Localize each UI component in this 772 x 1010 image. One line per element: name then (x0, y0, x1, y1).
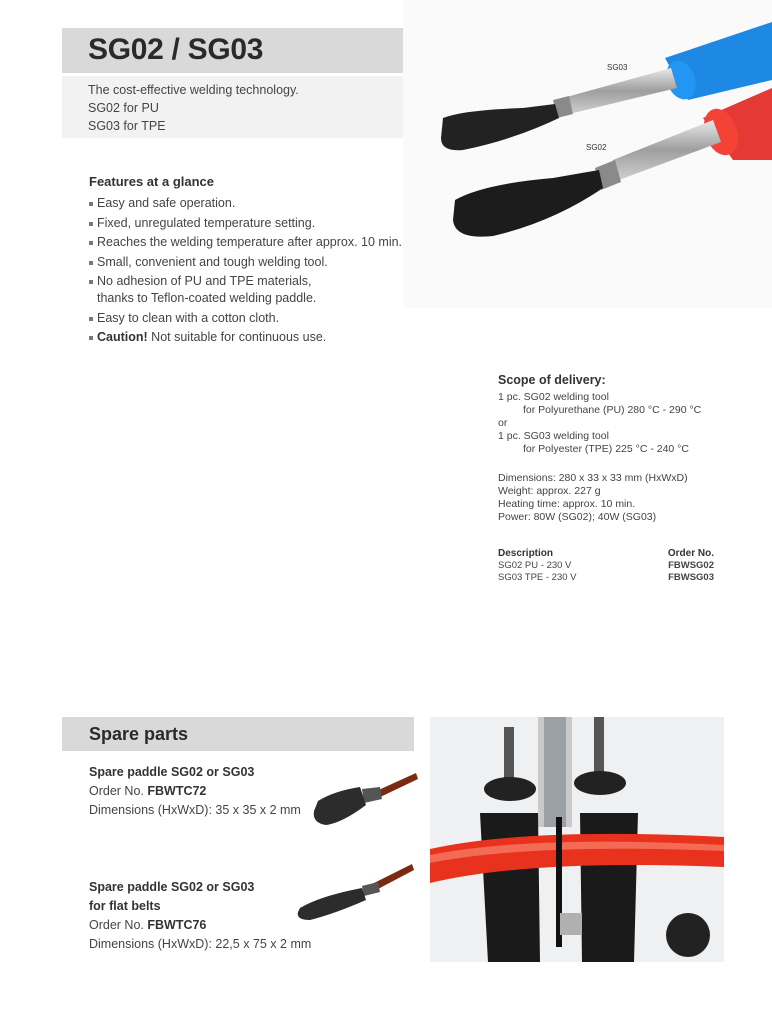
col-order-no: Order No. (667, 548, 714, 559)
subtitle-line: SG02 for PU (88, 101, 159, 115)
bullet-icon (89, 241, 93, 245)
features-section (89, 174, 409, 349)
page-title: SG02 / SG03 (88, 33, 264, 66)
scope-line: for Polyurethane (PU) 280 °C - 290 °C (523, 404, 702, 416)
feature-item: Easy and safe operation. (89, 195, 409, 212)
spare-parts-heading: Spare parts (89, 724, 189, 744)
bullet-icon (89, 317, 93, 321)
order-table (498, 548, 714, 584)
spare-part-2 (89, 878, 311, 954)
subtitle-line: The cost-effective welding technology. (88, 83, 299, 97)
feature-item: No adhesion of PU and TPE materials, thanks to Teflon-coated welding paddle. (89, 273, 409, 307)
welding-tools-photo (403, 0, 772, 308)
part-order: Order No. FBWTC72 (89, 784, 207, 798)
title-bar (62, 28, 414, 73)
spec-heating: Heating time: approx. 10 min. (498, 498, 636, 510)
bullet-icon (89, 202, 93, 206)
sg02-label: SG02 (586, 143, 607, 152)
spec-weight: Weight: approx. 227 g (498, 485, 601, 497)
welding-tools-illustration (403, 0, 772, 308)
part-dimensions: Dimensions (HxWxD): 35 x 35 x 2 mm (89, 803, 301, 817)
belt-welding-illustration (430, 717, 724, 962)
bullet-icon (89, 261, 93, 265)
caution-label: Caution! (97, 330, 148, 344)
spare-paddle-2-icon (290, 860, 420, 930)
scope-line: 1 pc. SG03 welding tool (498, 430, 609, 442)
part-dimensions: Dimensions (HxWxD): 22,5 x 75 x 2 mm (89, 937, 312, 951)
spec-dimensions: Dimensions: 280 x 33 x 33 mm (HxWxD) (498, 472, 688, 484)
feature-item: Small, convenient and tough welding tool. (89, 254, 409, 271)
scope-of-delivery (498, 374, 738, 524)
scope-line: for Polyester (TPE) 225 °C - 240 °C (523, 443, 689, 455)
bullet-icon (89, 336, 93, 340)
scope-line: 1 pc. SG02 welding tool (498, 391, 609, 403)
feature-item-caution: Caution! Not suitable for continuous use. (89, 329, 409, 346)
feature-item: Easy to clean with a cotton cloth. (89, 310, 409, 327)
scope-heading: Scope of delivery: (498, 373, 606, 387)
part-title: for flat belts (89, 899, 161, 913)
scope-line: or (498, 417, 508, 429)
part-title: Spare paddle SG02 or SG03 (89, 880, 255, 894)
sg03-label: SG03 (607, 63, 628, 72)
table-row: SG03 TPE - 230 V FBWSG03 (498, 572, 714, 583)
feature-item: Fixed, unregulated temperature setting. (89, 215, 409, 232)
welding-application-photo (430, 717, 724, 962)
spare-paddle-1-icon (300, 765, 420, 835)
part-title: Spare paddle SG02 or SG03 (89, 765, 255, 779)
features-list (89, 195, 409, 346)
col-description: Description (498, 548, 554, 559)
feature-item: Reaches the welding temperature after approx. 10 min. (89, 234, 409, 251)
spare-parts-bar (62, 717, 414, 751)
spare-part-1 (89, 763, 301, 820)
bullet-icon (89, 222, 93, 226)
spec-power: Power: 80W (SG02); 40W (SG03) (498, 511, 657, 523)
table-row: SG02 PU - 230 V FBWSG02 (498, 560, 714, 571)
subtitle-box (62, 76, 414, 138)
table-header (498, 548, 714, 560)
bullet-icon (89, 280, 93, 284)
part-order: Order No. FBWTC76 (89, 918, 207, 932)
subtitle-line: SG03 for TPE (88, 119, 166, 133)
features-heading: Features at a glance (89, 174, 214, 189)
